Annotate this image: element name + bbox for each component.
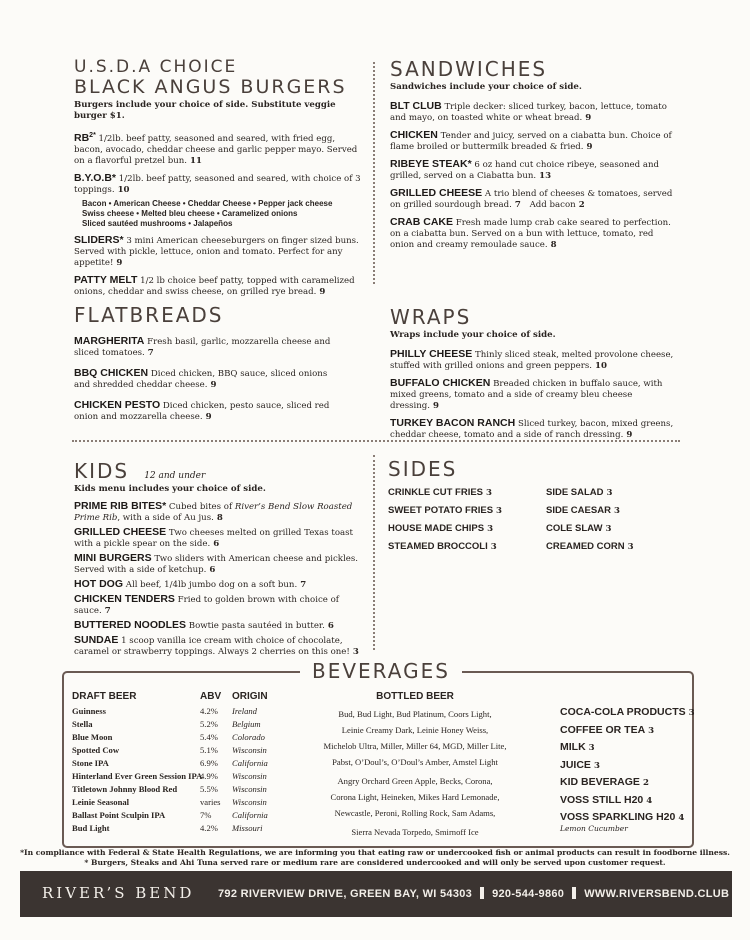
burgers-title: BLACK ANGUS BURGERS (74, 76, 347, 98)
phone-number[interactable]: 920-544-9860 (492, 888, 565, 900)
item-price: 3 (490, 542, 497, 552)
item-price: 9 (626, 430, 633, 440)
drink-item (560, 792, 695, 810)
item-name: BUTTERED NOODLES (74, 619, 187, 631)
menu-item (390, 217, 680, 251)
draft-beer-header (72, 689, 292, 705)
beer-name: Spotted Cow (72, 745, 120, 755)
beer-origin: California (232, 758, 268, 768)
item-name: BLT CLUB (390, 100, 442, 112)
draft-header-abv: ABV (200, 691, 222, 702)
item-price: 9 (585, 113, 592, 123)
menu-item (74, 620, 369, 632)
item-desc-end: , with a side of Au jus. (117, 513, 214, 523)
item-price: 7 (300, 580, 307, 590)
menu-item (390, 188, 680, 211)
item-desc: Fried to golden brown with choice of sauce. (74, 595, 339, 616)
table-row (72, 796, 292, 809)
item-name: COCA-COLA PRODUCTS (560, 706, 686, 718)
bottled-line: Newcastle, Peroni, Rolling Rock, Sam Adams, (334, 808, 496, 818)
table-row (72, 822, 292, 835)
item-desc: Diced chicken, BBQ sauce, sliced onions and shredded cheddar cheese. (74, 369, 328, 390)
kids-section (74, 460, 369, 658)
separator (572, 887, 576, 899)
item-name: MILK (560, 741, 586, 753)
beer-abv: 5.4% (200, 732, 218, 742)
beer-name: Ballast Point Sculpin IPA (72, 810, 166, 820)
item-price: 3 (588, 743, 595, 753)
beer-abv: 5.5% (200, 784, 218, 794)
separator (480, 887, 484, 899)
item-price: 3 (352, 647, 359, 657)
beer-origin: Wisconsin (232, 771, 267, 781)
item-name: CHICKEN TENDERS (74, 593, 175, 605)
menu-item (74, 579, 369, 591)
item-desc: Two cheeses melted on grilled Texas toast with a pickle spear on the side. (74, 528, 354, 549)
item-desc: Breaded chicken in buffalo sauce, with mixed greens, tomato and a side of creamy bleu cheese dressing. (390, 379, 663, 411)
disclaimer-line: * Burgers, Steaks and Ahi Tuna served rare or medium rare are considered undercooked and will only be served upon customer request. (84, 858, 666, 867)
sides-section (388, 457, 688, 552)
item-name: PATTY MELT (74, 273, 138, 286)
side-item (546, 538, 634, 556)
item-price: 9 (210, 380, 217, 390)
sandwiches-subtitle: Sandwiches include your choice of side. (390, 82, 582, 92)
item-price: 9 (319, 286, 326, 297)
item-name: PHILLY CHEESE (390, 348, 473, 360)
item-price: 3 (496, 506, 503, 516)
item-desc: Sliced turkey, bacon, mixed greens, cheddar cheese, tomato and a side of ranch dressing. (390, 419, 674, 440)
item-desc: Tender and juicy, served on a ciabatta bun. Choice of flame broiled or buttermilk breaded & fried. (390, 131, 672, 152)
kids-age-note: 12 and under (144, 471, 206, 481)
item-price: 7 (514, 200, 521, 210)
item-desc-italic: River’s Bend Slow Roasted Prime Rib (74, 502, 353, 523)
menu-item (74, 594, 369, 617)
item-name: GRILLED CHEESE (390, 187, 483, 199)
item-name: CHICKEN (390, 129, 438, 141)
item-desc: Diced chicken, pesto sauce, sliced red onion and mozzarella cheese. (74, 401, 330, 422)
beer-origin: Missouri (232, 823, 263, 833)
menu-item (74, 527, 369, 550)
item-superscript: 2* (89, 132, 96, 139)
item-extra: Add bacon (529, 200, 576, 210)
item-name: SIDE CAESAR (546, 505, 611, 516)
menu-item (74, 400, 334, 423)
item-name: STEAMED BROCCOLI (388, 541, 488, 552)
item-name: KID BEVERAGE (560, 776, 640, 788)
burgers-title-small: U.S.D.A CHOICE (74, 57, 238, 77)
burgers-subtitle: Burgers include your choice of side. Substitute veggie burger $1. (74, 100, 336, 121)
table-row (72, 770, 292, 783)
menu-item (390, 101, 680, 124)
draft-header-origin: ORIGIN (232, 691, 268, 702)
item-desc: Two sliders with American cheese and pickles. Served with a side of ketchup. (74, 554, 358, 575)
drink-item (560, 757, 695, 775)
bottled-beer-header: BOTTLED BEER (376, 691, 454, 702)
sandwiches-title: SANDWICHES (390, 57, 548, 81)
item-price: 3 (486, 488, 492, 498)
item-desc: Triple decker: sliced turkey, bacon, lettuce, tomato and mayo, on toasted white or wheat bread. (390, 102, 667, 123)
item-desc: 3 mini American cheeseburgers on finger sized buns. Served with pickle, lettuce, onion and tomato. Perfect for any appetite! (74, 235, 359, 268)
other-drinks (560, 704, 695, 833)
table-row (72, 757, 292, 770)
item-price: 13 (539, 171, 552, 181)
item-price: 6 (213, 539, 220, 549)
topping-options (82, 199, 364, 229)
beer-origin: Wisconsin (232, 784, 267, 794)
beer-abv: 5.2% (200, 719, 218, 729)
topping-line: Sliced sautéed mushrooms • Jalapeños (82, 218, 233, 228)
item-name: HOT DOG (74, 578, 123, 590)
beer-abv: 4.9% (200, 771, 218, 781)
beer-origin: Colorado (232, 732, 265, 742)
item-price: 9 (205, 412, 212, 422)
side-item (388, 538, 502, 556)
beer-origin: Belgium (232, 719, 261, 729)
bottled-line: Bud, Bud Light, Bud Platinum, Coors Light, (338, 709, 492, 719)
item-name: COFFEE OR TEA (560, 723, 646, 736)
item-price: 3 (605, 524, 612, 534)
menu-item (74, 173, 364, 229)
item-price: 7 (147, 348, 154, 358)
item-desc: 1/2 lb choice beef patty, topped with caramelized onions, cheddar and swiss cheese, on grilled rye bread. (74, 275, 355, 297)
menu-item (74, 275, 364, 298)
drink-item (560, 739, 695, 757)
menu-item (74, 368, 334, 391)
topping-line: Swiss cheese • Melted bleu cheese • Caramelized onions (82, 208, 298, 218)
flatbreads-title: FLATBREADS (74, 303, 224, 327)
item-price: 9 (116, 257, 123, 268)
beer-name: Hinterland Ever Green Session IPA (72, 771, 203, 781)
item-price: 9 (586, 142, 593, 152)
item-name: VOSS STILL H20 (560, 793, 644, 806)
side-item (546, 502, 634, 520)
wraps-subtitle: Wraps include your choice of side. (390, 330, 556, 340)
item-price: 3 (627, 542, 634, 552)
menu-item (390, 418, 680, 441)
beer-name: Stone IPA (72, 758, 109, 768)
bottled-beer-list (300, 689, 530, 839)
side-item (388, 520, 502, 538)
beer-name: Titletown Johnny Blood Red (72, 784, 178, 794)
menu-item (74, 336, 334, 359)
drink-item (560, 704, 695, 722)
topping-line: Bacon • American Cheese • Cheddar Cheese • Pepper jack cheese (82, 198, 333, 208)
beer-abv: 5.1% (200, 745, 218, 755)
item-name: TURKEY BACON RANCH (390, 417, 516, 429)
item-price: 3 (593, 760, 600, 771)
table-row (72, 809, 292, 822)
item-desc: Fresh made lump crab cake seared to perfection. on a ciabatta bun. Served on a bun with lettuce, tomato, red onion and creamy remoulade sauce. (390, 218, 671, 250)
health-disclaimer (0, 848, 750, 868)
draft-beer-table (72, 689, 292, 835)
item-price: 8 (216, 513, 223, 523)
item-name: SUNDAE (74, 634, 119, 646)
item-price: 6 (209, 565, 216, 575)
kids-title: KIDS (74, 459, 130, 483)
item-name: JUICE (560, 758, 591, 771)
item-name: HOUSE MADE CHIPS (388, 523, 485, 534)
beer-name: Leinie Seasonal (72, 797, 130, 807)
sides-column-1 (388, 484, 502, 556)
table-row (72, 718, 292, 731)
item-price: 7 (104, 606, 111, 616)
section-divider (72, 440, 680, 442)
item-desc: 1/2lb. beef patty, seasoned and seared, with fried egg, bacon, avocado, cheddar cheese and garlic pepper mayo. Served on a flavorful pretzel bun. (74, 133, 358, 166)
item-price: 3 (613, 506, 620, 516)
item-name: PRIME RIB BITES* (74, 500, 167, 512)
item-price: 11 (190, 155, 202, 166)
column-divider (373, 455, 375, 650)
item-desc: Fresh basil, garlic, mozzarella cheese and sliced tomatoes. (74, 337, 331, 358)
item-price: 6 (327, 621, 334, 631)
beverages-title: BEVERAGES (312, 659, 450, 683)
beer-abv: 4.2% (200, 706, 218, 716)
bottled-line: Sierra Nevada Torpedo, Smirnoff Ice (351, 827, 479, 837)
beer-abv: 7% (200, 810, 212, 820)
menu-item (74, 635, 369, 658)
beer-origin: Ireland (232, 706, 257, 716)
item-name: CRINKLE CUT FRIES (388, 487, 483, 498)
beer-abv: varies (200, 797, 221, 807)
beer-name: Stella (72, 719, 93, 729)
item-desc: 1/2lb. beef patty, seasoned and seared, with choice of 3 toppings. (74, 173, 361, 195)
item-name: RB (74, 131, 90, 144)
drink-note: Lemon Cucumber (560, 823, 628, 833)
bottled-line: Corona Light, Heineken, Mikes Hard Lemonade, (330, 792, 500, 802)
table-row (72, 783, 292, 796)
beer-origin: Wisconsin (232, 745, 267, 755)
beer-name: Blue Moon (72, 732, 113, 742)
sides-title: SIDES (388, 457, 458, 481)
drink-item (560, 774, 695, 792)
brand-name: RIVER’S BEND (42, 884, 195, 902)
bottled-line: Leinie Creamy Dark, Leinie Honey Weiss, (341, 725, 489, 735)
menu-item (74, 501, 369, 524)
item-price: 4 (646, 795, 653, 806)
beer-abv: 4.2% (200, 823, 218, 833)
item-desc: All beef, 1/4lb jumbo dog on a soft bun. (125, 580, 298, 590)
bottled-line: Pabst, O’Doul’s, O’Doul’s Amber, Amstel Light (332, 757, 498, 767)
item-name: SWEET POTATO FRIES (388, 505, 494, 516)
item-name: MARGHERITA (74, 335, 145, 347)
menu-item (74, 235, 364, 269)
draft-header-name: DRAFT BEER (72, 691, 137, 702)
item-price: 8 (550, 240, 557, 250)
drink-item (560, 722, 695, 740)
menu-item (390, 130, 680, 153)
beer-name: Guinness (72, 706, 106, 716)
contact-info (218, 887, 729, 900)
item-name: CHICKEN PESTO (74, 399, 161, 411)
footer-bar (20, 871, 732, 917)
disclaimer-line: *In compliance with Federal & State Health Regulations, we are informing you that eating raw or undercooked fish or animal products can result in foodborne illness. (20, 848, 730, 857)
bottled-line: Angry Orchard Green Apple, Becks, Corona, (337, 776, 493, 786)
table-row (72, 731, 292, 744)
item-name: SIDE SALAD (546, 487, 604, 498)
item-desc: 1 scoop vanilla ice cream with choice of chocolate, caramel or strawberry toppings. Always 2 cherries on this one! (74, 636, 350, 657)
item-price: 9 (433, 401, 440, 411)
bottled-line: Michelob Ultra, Miller, Miller 64, MGD, Miller Lite, (323, 741, 507, 751)
beer-origin: Wisconsin (232, 797, 267, 807)
beer-origin: California (232, 810, 268, 820)
flatbreads-section (74, 304, 334, 423)
item-extra-price: 2 (578, 200, 585, 210)
item-name: GRILLED CHEESE (74, 526, 167, 538)
item-name: CREAMED CORN (546, 541, 625, 552)
address: 792 RIVERVIEW DRIVE, GREEN BAY, WI 54303 (218, 888, 473, 900)
burgers-section (74, 58, 364, 298)
sandwiches-section (390, 58, 680, 251)
item-price: 10 (595, 361, 607, 371)
item-name: CRAB CAKE (390, 216, 453, 228)
side-item (546, 484, 634, 502)
item-price: 3 (606, 488, 613, 498)
side-item (546, 520, 634, 538)
menu-item (74, 553, 369, 576)
item-name: BUFFALO CHICKEN (390, 377, 491, 389)
item-name: MINI BURGERS (74, 552, 152, 564)
item-price: 3 (487, 524, 494, 534)
item-price: 2 (642, 778, 649, 788)
side-item (388, 484, 502, 502)
item-desc: Cubed bites of (168, 502, 233, 512)
item-desc: Bowtie pasta sautéed in butter. (188, 621, 325, 631)
wraps-title: WRAPS (390, 305, 472, 329)
menu-item (74, 130, 364, 167)
beer-abv: 6.9% (200, 758, 218, 768)
item-name: COLE SLAW (546, 523, 603, 534)
item-name: SLIDERS* (74, 233, 124, 246)
table-row (72, 744, 292, 757)
table-row (72, 705, 292, 718)
side-item (388, 502, 502, 520)
beverages-title-wrap (300, 660, 462, 682)
item-name: VOSS SPARKLING H20 (560, 811, 676, 823)
menu-item (390, 378, 680, 412)
menu-item (390, 159, 680, 182)
beer-name: Bud Light (72, 823, 110, 833)
kids-subtitle: Kids menu includes your choice of side. (74, 484, 266, 494)
item-price: 10 (117, 184, 130, 195)
item-desc: 6 oz hand cut choice ribeye, seasoned and grilled, served on a Ciabatta bun. (390, 160, 659, 181)
item-desc: A trio blend of cheeses & tomatoes, served on grilled sourdough bread. (390, 189, 673, 210)
column-divider (373, 62, 375, 284)
sides-column-2 (546, 484, 634, 556)
item-price: 3 (648, 725, 655, 736)
menu-item (390, 349, 680, 372)
item-name: BBQ CHICKEN (74, 367, 149, 379)
item-name: RIBEYE STEAK* (390, 158, 472, 170)
item-price: 4 (678, 813, 685, 823)
item-desc: Thinly sliced steak, melted provolone cheese, stuffed with grilled onions and green peppers. (390, 350, 674, 371)
wraps-section (390, 306, 680, 441)
website-link[interactable]: WWW.RIVERSBEND.CLUB (584, 888, 730, 900)
item-name: B.Y.O.B* (74, 171, 117, 184)
item-price: 3 (688, 708, 695, 718)
